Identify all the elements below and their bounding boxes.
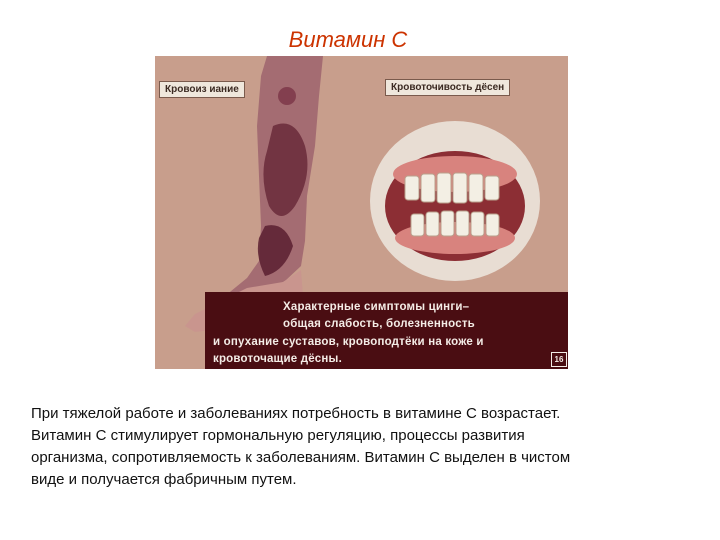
bleeding-label: Кровоиз иание [159, 81, 245, 98]
page-title [0, 27, 720, 53]
body-line: организма, сопротивляемость к заболеваниям. Витамин С выделен в чистом [31, 449, 571, 466]
caption-line: и опухание суставов, кровоподтёки на коже и [213, 336, 484, 348]
gum-bleeding-label: Кровоточивость дёсен [385, 79, 510, 96]
body-line: виде и получается фабричным путем. [31, 471, 297, 488]
body-paragraph [31, 403, 691, 491]
caption-line: Характерные симптомы цинги– [283, 301, 470, 313]
bruise-mark [278, 87, 296, 105]
caption-line: кровоточащие дёсны. [213, 353, 342, 365]
title-text: Витамин С [288, 27, 408, 52]
body-line: При тяжелой работе и заболеваниях потребность в витамине С возрастает. [31, 405, 561, 422]
scurvy-slide-image [155, 56, 568, 369]
slide-number: 16 [551, 352, 567, 367]
caption-line: общая слабость, болезненность [283, 318, 475, 330]
body-line: Витамин С стимулирует гормональную регуляцию, процессы развития [31, 427, 525, 444]
